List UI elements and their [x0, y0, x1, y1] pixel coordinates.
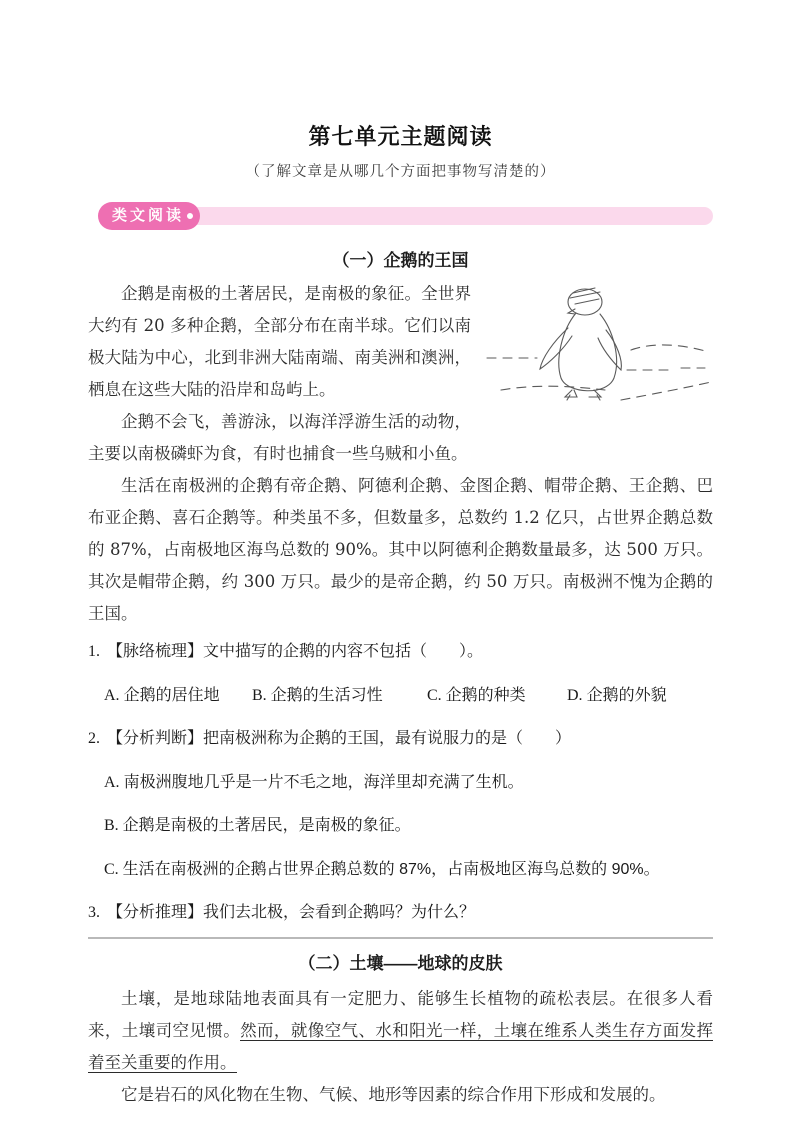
question-1-number: 1. — [88, 643, 100, 660]
passage1-body — [88, 278, 713, 630]
passage1-paragraph: 生活在南极洲的企鹅有帝企鹅、阿德利企鹅、金图企鹅、帽带企鹅、王企鹅、巴布亚企鹅、喜石企鹅等。种类虽不多，但数量多，总数约 1.2 亿只，占世界企鹅总数的 87%，占南极地区海鸟总数的 90%。其中以阿德利企鹅数量最多，达 500 万只。其次是帽带企鹅，约 300 万只。最少的是帝企鹅，约 50 万只。南极洲不愧为企鹅的王国。 — [88, 476, 713, 623]
question-3-number: 3. — [88, 904, 100, 921]
question-3-text: 我们去北极，会看到企鹅吗？为什么？ — [203, 904, 476, 921]
passage1-paragraph: 企鹅不会飞，善游泳，以海洋浮游生活的动物，主要以南极磷虾为食，有时也捕食一些乌贼和小鱼。 — [88, 412, 471, 463]
question-1 — [88, 630, 713, 674]
page-title: 第七单元主题阅读 — [308, 124, 493, 149]
question-2-option-c: C. 生活在南极洲的企鹅占世界企鹅总数的 87%，占南极地区海鸟总数的 90%。 — [104, 860, 660, 878]
option-b: B. 企鹅的生活习性 — [252, 686, 383, 704]
question-2-option-b: B. 企鹅是南极的土著居民，是南极的象征。 — [104, 817, 411, 834]
question-1-options — [88, 674, 713, 718]
question-list — [88, 630, 713, 935]
underlined-sentence: 然而，就像空气、水和阳光一样，土壤在维系人类生存方面发挥着至关重要的作用。 — [88, 1020, 714, 1072]
question-2-number: 2. — [88, 730, 100, 747]
question-1-tag: 【脉络梳理】 — [107, 643, 204, 660]
section-banner — [98, 202, 713, 230]
banner-dot-icon — [184, 210, 196, 222]
passage2-paragraph: 它是岩石的风化物在生物、气候、地形等因素的综合作用下形成和发展的。 — [121, 1084, 666, 1104]
penguin-illustration — [485, 278, 713, 404]
question-2-option-a: A. 南极洲腹地几乎是一片不毛之地，海洋里却充满了生机。 — [104, 773, 524, 791]
banner-strip — [144, 207, 713, 225]
question-3-tag: 【分析推理】 — [107, 904, 204, 921]
passage1-heading: （一）企鹅的王国 — [332, 251, 469, 270]
banner-badge: 类文阅读 — [98, 202, 200, 230]
question-1-text: 文中描写的企鹅的内容不包括（ ）。 — [203, 643, 484, 660]
section-divider — [88, 937, 713, 939]
question-2 — [88, 717, 713, 761]
option-c: C. 企鹅的种类 — [427, 686, 526, 704]
page-subtitle: （了解文章是从哪几个方面把事物写清楚的） — [245, 164, 556, 180]
question-2-tag: 【分析判断】 — [107, 730, 204, 747]
passage2-paragraph: 土壤，是地球陆地表面具有一定肥力、能够生长植物的疏松表层。在很多人看来，土壤司空见惯。然而，就像空气、水和阳光一样，土壤在维系人类生存方面发挥着至关重要的作用。 — [88, 988, 714, 1072]
question-2-text: 把南极洲称为企鹅的王国，最有说服力的是（ ） — [203, 730, 572, 747]
option-d: D. 企鹅的外貌 — [567, 686, 667, 704]
option-a: A. 企鹅的居住地 — [104, 686, 220, 704]
question-3 — [88, 891, 713, 935]
passage1-paragraph: 企鹅是南极的土著居民，是南极的象征。全世界大约有 20 多种企鹅，全部分布在南半球。它们以南极大陆为中心，北到非洲大陆南端、南美洲和澳洲，栖息在这些大陆的沿岸和岛屿上。 — [88, 284, 471, 399]
passage2-body — [88, 983, 713, 1111]
passage2-heading: （二）土壤——地球的皮肤 — [298, 953, 503, 973]
